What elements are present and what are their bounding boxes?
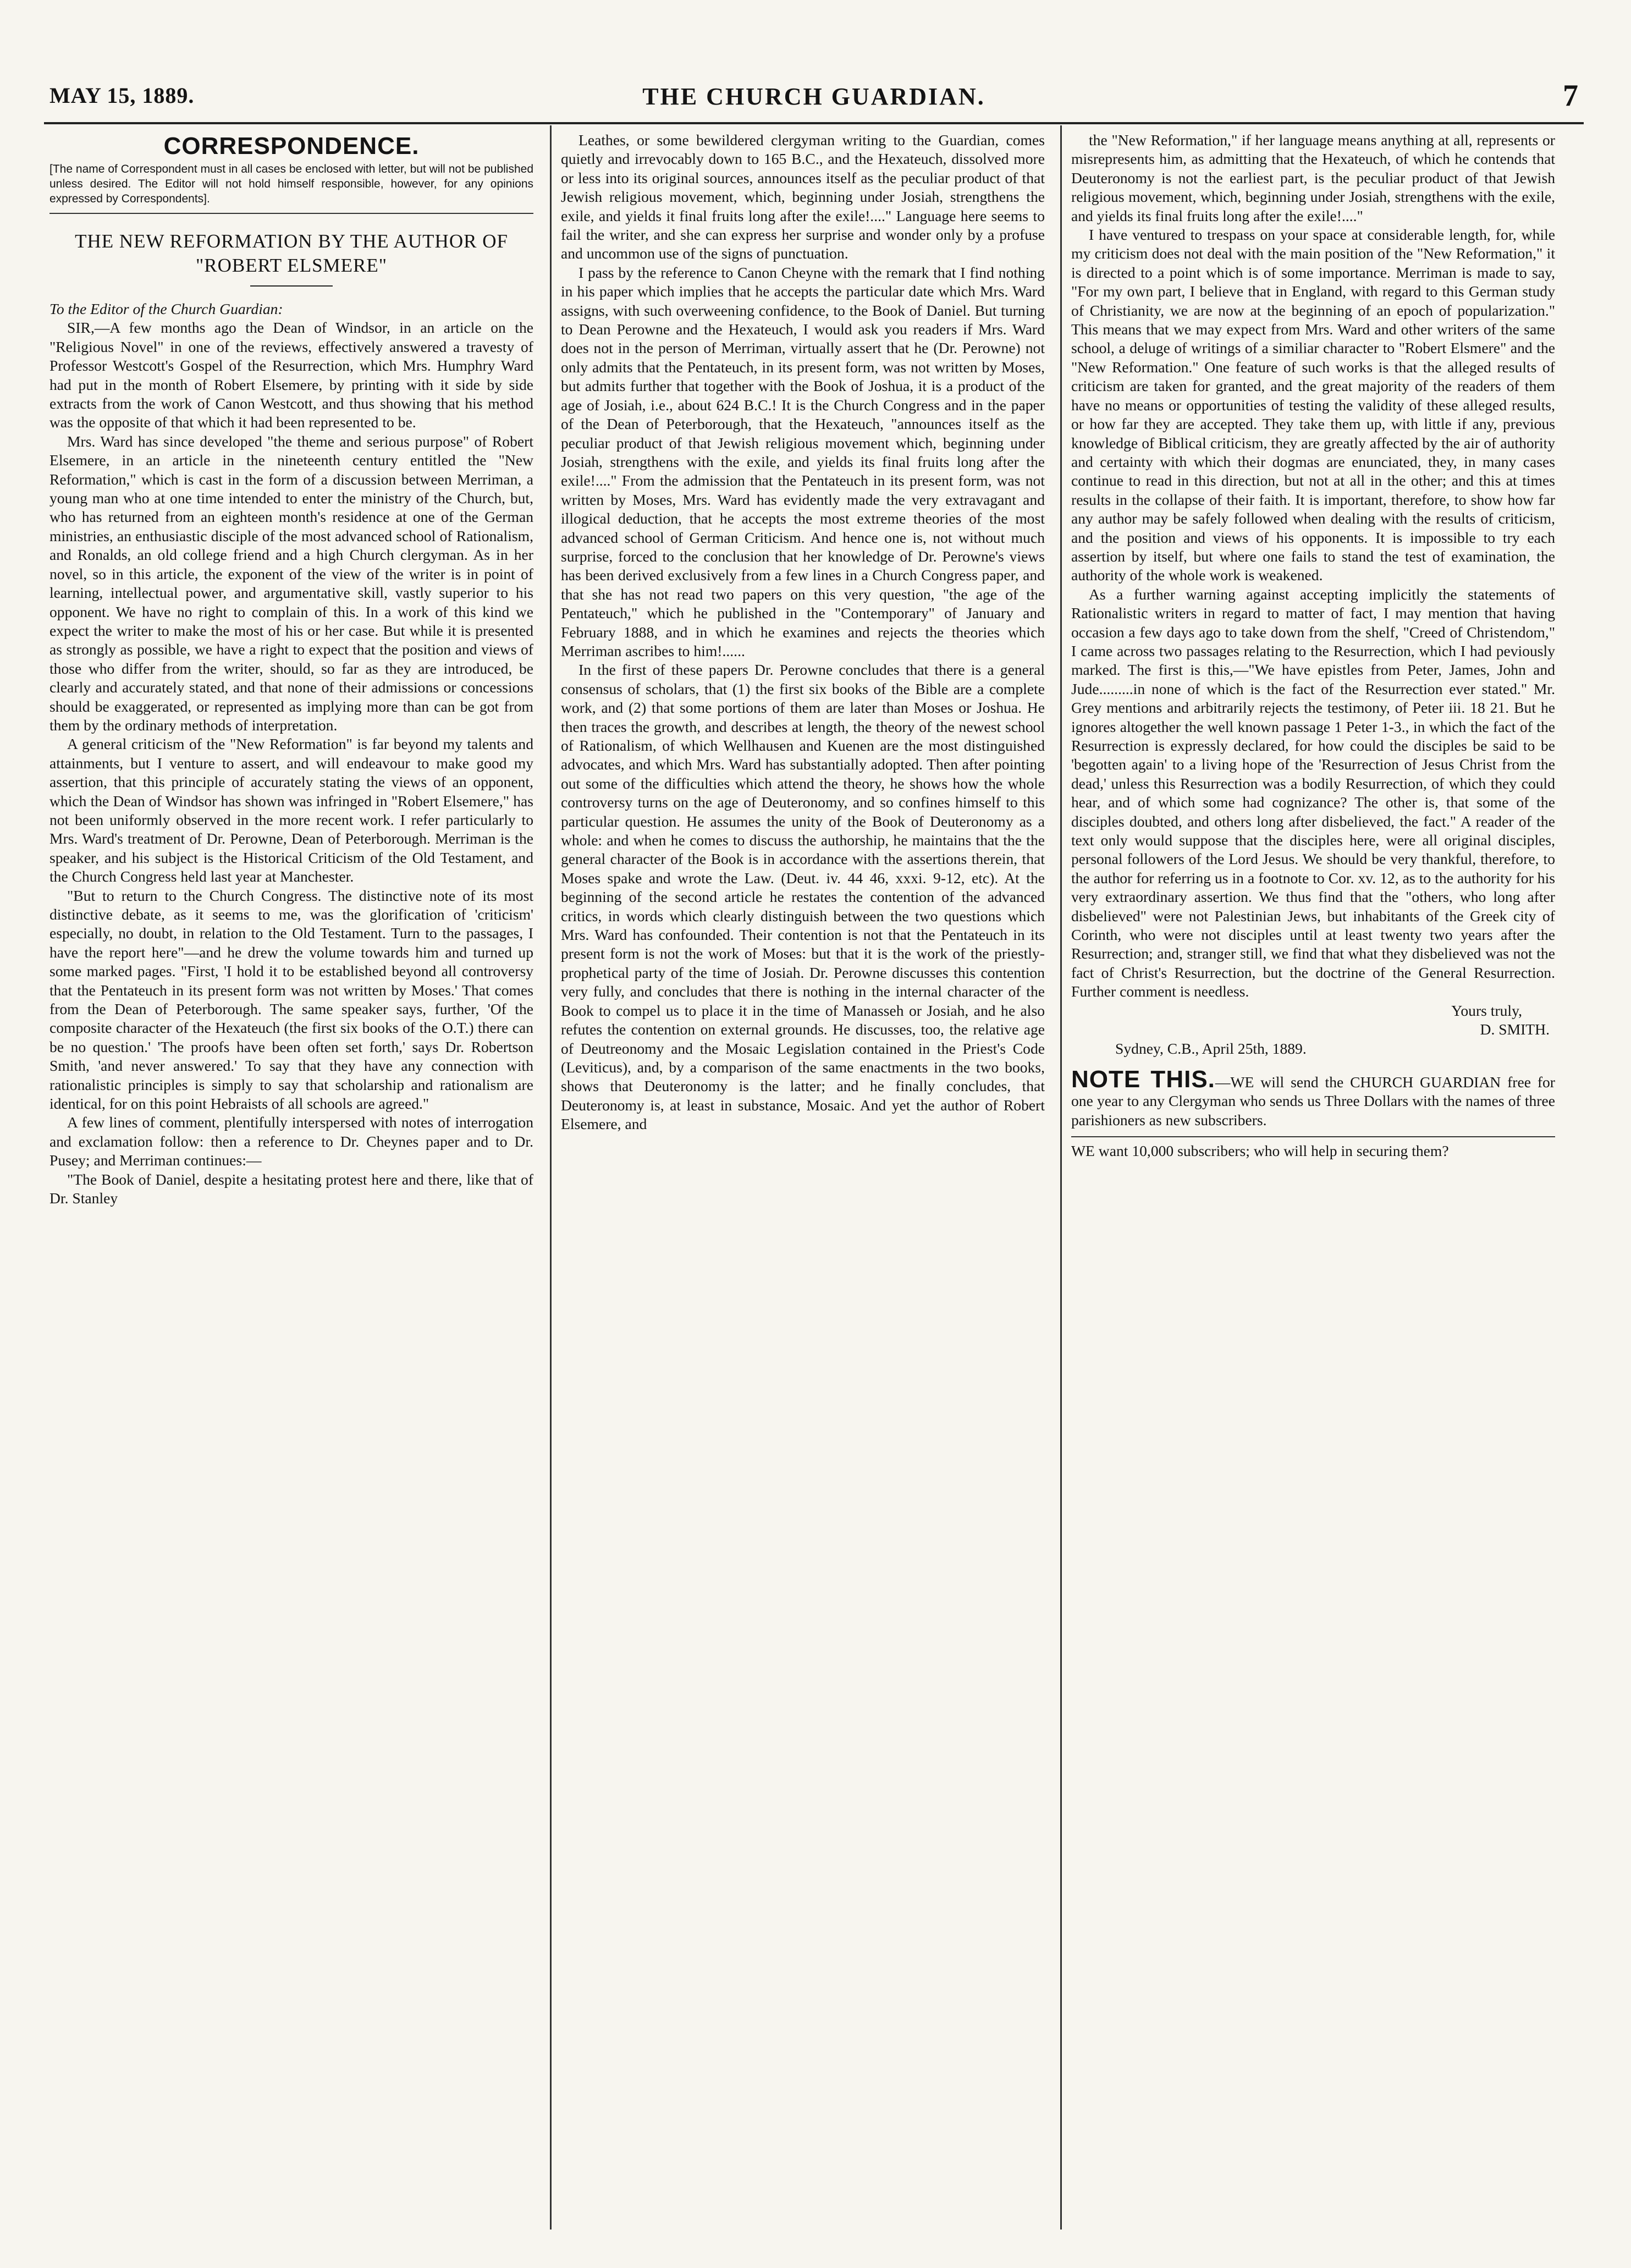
note-text: —WE will send the CHURCH GUARDIAN free for one year to any Clergyman who sends us Three Dollars with the names of three parishioners as new subscribers. [1071, 1073, 1555, 1129]
column-2-paragraph: In the first of these papers Dr. Perowne concludes that there is a general consensus of scholars, that (1) the first six books of the Bible are a complete work, and (2) that some portions of them are later than Moses or Joshua. He then traces the growth, and describes at length, the theory of the newest school of Rationalism, of which Wellhausen and Kuenen are the most distinguished advocates, and which Mrs. Ward has substantially adopted. Then after pointing out some of the difficulties which attend the theory, he shows how the whole controversy turns on the age of Deuteronomy, and so confines himself to this particular question. He assumes the unity of the Book of Deuteronomy as a whole: and when he comes to discuss the authorship, he maintains that the the general character of the Book is in accordance with the assertions therein, that Moses spake and wrote the Law. (Deut. iv. 44 46, xxxi. 9-12, etc). At the beginning of the second article he restates the contention of the advanced critics, in words which clearly distinguish between the two questions which Mrs. Ward has confounded. Their contention is not that the Pentateuch in its present form is not the work of Moses: but that it is the work of the priestly-prophetical party of the time of Josiah. Dr. Perowne discusses this contention very fully, and concludes that there is nothing in the internal character of the Book to compel us to place it in the time of Manasseh or Josiah, and he also refutes the contention on external grounds. He discusses, too, the relative age of Deutreonomy and the Mosaic Legislation contained in the Priest's Code (Leviticus), and, by a comparison of the same enactments in the two books, shows that Deuteronomy is the latter; and he finally concludes, that Deuteronomy is, at least in substance, Mosaic. And yet the author of Robert Elsemere, and [561, 661, 1045, 1133]
header-rule [44, 122, 1584, 124]
signature: D. SMITH. [1480, 1021, 1550, 1038]
issue-date: MAY 15, 1889. [49, 83, 195, 108]
editor-note: [The name of Correspondent must in all cases be enclosed with letter, but will not be published unless desired. The Editor will not hold himself responsible, however, for any opinions expressed by Correspondents]. [49, 163, 533, 205]
column-1-paragraph: A few lines of comment, plentifully interspersed with notes of interrogation and exclamation follow: then a reference to Dr. Cheynes paper and to Dr. Pusey; and Merriman continues:— [49, 1114, 533, 1169]
column-2-body [561, 131, 1045, 1134]
column-3-body [1071, 131, 1555, 1001]
divider [250, 285, 333, 287]
column-1-body [49, 318, 533, 1208]
column-3-paragraph: As a further warning against accepting implicitly the statements of Rationalistic writers in regard to matter of fact, I may mention that having occasion a few days ago to take down from the shelf, "Creed of Christendom," I came across two passages relating to the Resurrection, which I had peviously marked. The first is this,—"We have epistles from Peter, James, John and Jude.........in none of which is the fact of the Resurrection ever stated." Mr. Grey mentions and arbitrarily rejects the testimony, of Peter iii. 18 21. But he ignores altogether the well known passage 1 Peter 1-3., in which the fact of the Resurrection is expressly declared, for how could the disciples be said to be 'begotten again' to a living hope of the 'Resurrection of Jesus Christ from the dead,' unless this Resurrection was a bodily Resurrection, of which they could hear, and of which some had cognizance? The other is, that some of the disciples doubted, and others long after disbelieved, the fact." A reader of the text only would suppose that the disciples here, were all original disciples, personal followers of the Lord Jesus. We should be very thankful, therefore, to the author for referring us in a footnote to Cor. xv. 12, as to the authority for his very extraordinary assertion. We thus find that the "others, who long after disbelieved" were not Palestinian Jews, but inhabitants of the Greek city of Corinth, who were not disciples until at least twenty two years after the Resurrection; and, stranger still, we find that what they disbelieved was not the fact of Christ's Resurrection, but the doctrine of the General Resurrection. Further comment is needless. [1071, 585, 1555, 1000]
column-1-paragraph: A general criticism of the "New Reformation" is far beyond my talents and attainments, but I venture to assert, and will endeavour to make good my assertion, that this principle of accurately stating the views of an opponent, which the Dean of Windsor has shown was infringed in "Robert Elsemere," has not been uniformly observed in the more recent work. I refer particularly to Mrs. Ward's treatment of Dr. Perowne, Dean of Peterborough. Merriman is the speaker, and his subject is the Historical Criticism of the Old Testament, and the Church Congress held last year at Manchester. [49, 735, 533, 885]
column-divider [550, 125, 552, 2230]
column-divider [1060, 125, 1062, 2230]
column-3 [1071, 131, 1555, 2226]
column-1 [49, 131, 533, 2226]
column-3-paragraph: the "New Reformation," if her language means anything at all, represents or misrepresents him, as admitting that the Hexateuch, of which he contends that Deuteronomy is not the earliest part, is the peculiar product of that Jewish religious movement, which, beginning under Josiah, strengthens with the exile, and yields its final fruits long after the exile!...." [1071, 131, 1555, 224]
subscriber-appeal: WE want 10,000 subscribers; who will help in securing them? [1071, 1142, 1449, 1160]
column-2 [561, 131, 1045, 2226]
note-title: NOTE THIS. [1071, 1065, 1215, 1093]
dateline: Sydney, C.B., April 25th, 1889. [1115, 1039, 1307, 1057]
column-3-paragraph: I have ventured to trespass on your space at considerable length, for, while my criticism does not deal with the main position of the "New Reformation," it is directed to a point which is of some importance. Merriman is made to say, "For my own part, I believe that in England, with regard to this German study of Christianity, we are now at the beginning of an epoch of popularization." This means that we may expect from Mrs. Ward and other writers of the same school, a deluge of writings of a similiar character to "Robert Elsmere" and the "New Reformation." One feature of such works is that the alleged results of criticism are taken for granted, and the great majority of the readers of them have no means or opportunities of testing the validity of these alleged results, or how far they are accepted. They take them up, with little if any, previous knowledge of Biblical criticism, they are greatly affected by the air of authority and certainty with which their dogmas are enunciated, they, in many cases continue to read in this direction, but not at all in the other; and this at times results in the collapse of their faith. It is important, therefore, to show how far any author may be safely followed when dealing with the results of criticism, and the position and views of his opponents. It is impossible to try each assertion by itself, but where one fails to stand the test of examination, the authority of the whole work is weakened. [1071, 226, 1555, 584]
column-1-paragraph: "But to return to the Church Congress. The distinctive note of its most distinctive debate, as it seems to me, was the glorification of 'criticism' especially, no doubt, in relation to the Old Testament. Turn to the passages, I have the report here"—and he drew the volume towards him and turned up some marked pages. "First, 'I hold it to be established beyond all controversy that the Pentateuch in its present form was not written by Moses.' That comes from the Dean of Peterborough. The same speaker says, further, 'Of the composite character of the Hexateuch (the first six books of the O.T.) there can be no question.' 'The proofs have been often set forth,' says Dr. Robertson Smith, 'and never answered.' To say that they have any connection with rationalistic principles is simply to say that scholarship and rationalism are identical, for on this point Hebraists of all schools are agreed." [49, 887, 533, 1113]
page-number: 7 [1563, 79, 1578, 113]
column-1-paragraph: Mrs. Ward has since developed "the theme and serious purpose" of Robert Elsemere, in an article in the nineteenth century entitled the "New Reformation," which is cast in the form of a discussion between Merriman, a young man who at one time intended to enter the ministry of the Church, but, who has returned from an eighteen month's residence at one of the German ministries, an enthusiastic disciple of the most advanced school of Rationalism, and Ronalds, an old college friend and a high Church clergyman. As in her novel, so in this article, the exponent of the view of the writer is in point of learning, intellectual power, and argumentative skill, vastly superior to his opponent. We have no right to complain of this. In a work of this kind we expect the writer to make the most of his or her case. But while it is presented as strongly as possible, we have a right to expect that the position and views of those who differ from the writer, should, so far as they are introduced, be clearly and accurately stated, and that none of their admissions or concessions should be exaggerated, or represented as implying more than can be got from them by the ordinary methods of interpretation. [49, 432, 533, 734]
column-2-paragraph: I pass by the reference to Canon Cheyne with the remark that I find nothing in his paper which implies that he accepts the particular date which Mrs. Ward assigns, with such overweening confidence, to the Book of Daniel. But turning to Dean Perowne and the Hexateuch, I would ask you readers if Mrs. Ward does not in the person of Merriman, virtually assert that he (Dr. Perowne) not only admits that the Pentateuch, in its present form, was not written by Moses, but admits further that together with the Book of Joshua, it is a product of the age of Josiah, i.e., about 624 B.C.! It is the Church Congress and in the paper of the Dean of Peterborough, that the Hexateuch, "announces itself as the peculiar product of that Jewish religious movement which, beginning under Josiah, strengthens with the exile, and yields its final fruits long after the exile!...." From the admission that the Pentateuch in its present form, was not written by Moses, Mrs. Ward has evidently made the very extravagant and illogical deduction, that he accepts the most extreme theories of the most advanced school of German Criticism. And hence one is, not without much surprise, forced to the conclusion that her knowledge of Dr. Perowne's views has been derived exclusively from a few lines in a Church Congress paper, and that she has not read two papers on this very question, "the age of the Pentateuch," which he published in the "Contemporary" of January and February 1888, and in which he examines and rejects the theories which Merriman ascribes to him!...... [561, 263, 1045, 659]
newspaper-title: THE CHURCH GUARDIAN. [642, 83, 985, 110]
salutation: To the Editor of the Church Guardian: [49, 300, 283, 317]
column-1-paragraph: SIR,—A few months ago the Dean of Windsor, in an article on the "Religious Novel" in one of the reviews, effectively answered a travesty of Professor Westcott's Gospel of the Resurrection, which Mrs. Humphry Ward had put in the month of Robert Elsemere, by printing with it side by side extracts from the work of Canon Westcott, and thus showing that his method was the opposite of that which it had been represented to be. [49, 319, 533, 431]
column-1-paragraph: "The Book of Daniel, despite a hesitating protest here and there, like that of Dr. Stanley [49, 1170, 533, 1207]
divider [49, 213, 533, 214]
signoff: Yours truly, [1451, 1001, 1522, 1019]
article-title: THE NEW REFORMATION BY THE AUTHOR OF "ROBERT ELSMERE" [75, 230, 508, 276]
note-this-notice [1071, 1065, 1555, 1130]
page-header [49, 79, 1578, 121]
divider [1071, 1136, 1555, 1137]
section-title: CORRESPONDENCE. [163, 133, 420, 159]
column-2-paragraph: Leathes, or some bewildered clergyman writing to the Guardian, comes quietly and irrevocably down to 165 B.C., and the Hexateuch, dissolved more or less into its original sources, announces itself as the peculiar product of that Jewish religious movement, which, beginning under Josiah, strengthens the exile, and yields it final fruits long after the exile!...." Language here seems to fail the writer, and she can express her surprise and wonder only by a profuse and uncommon use of the signs of punctuation. [561, 131, 1045, 262]
